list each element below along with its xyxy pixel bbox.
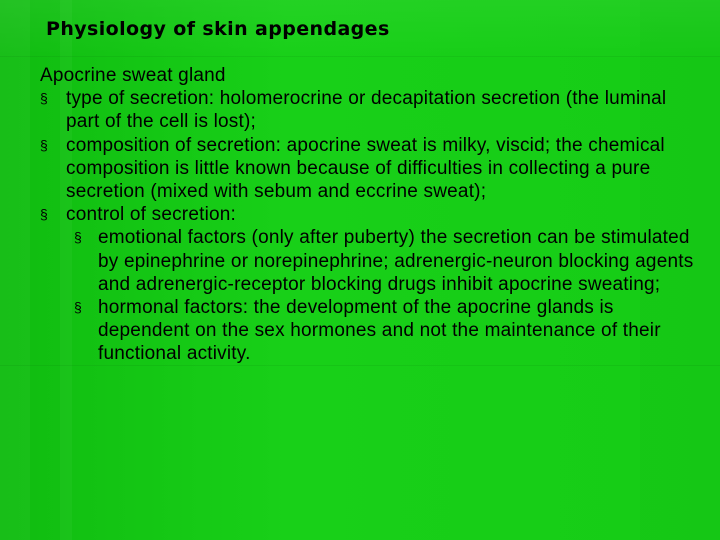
list-item-text: composition of secretion: apocrine sweat is milky, viscid; the chemical composition is little known because of difficulties in collecting a pure secretion (mixed with sebum and eccrine sweat); xyxy=(66,134,665,203)
sub-list-item xyxy=(74,226,700,296)
list-item-text: control of secretion: xyxy=(66,204,237,226)
sub-bullet-list xyxy=(74,226,700,365)
slide-content xyxy=(40,64,700,366)
list-item-text: type of secretion: holomerocrine or decapitation secretion (the luminal part of the cell is lost); xyxy=(66,88,667,133)
bullet-list xyxy=(40,87,700,226)
bullet-icon: § xyxy=(40,136,48,153)
list-item xyxy=(40,87,700,133)
background-band xyxy=(0,0,30,540)
list-item xyxy=(40,203,700,226)
sub-list-item-text: hormonal factors: the development of the apocrine glands is dependent on the sex hormones and not the maintenance of their functional activity. xyxy=(98,297,661,365)
section-heading: Apocrine sweat gland xyxy=(40,65,226,86)
background-line xyxy=(0,56,720,57)
bullet-icon: § xyxy=(40,90,48,107)
slide-title: Physiology of skin appendages xyxy=(46,18,390,40)
bullet-icon: § xyxy=(74,229,82,246)
bullet-icon: § xyxy=(40,206,48,223)
sub-list-item-text: emotional factors (only after puberty) the secretion can be stimulated by epinephrine or norepinephrine; adrenergic-neuron blocking agents and adrenergic-receptor blocking drugs inhibit apocrine sweating; xyxy=(98,227,694,295)
list-item xyxy=(40,134,700,204)
bullet-icon: § xyxy=(74,299,82,316)
sub-list-item xyxy=(74,296,700,366)
